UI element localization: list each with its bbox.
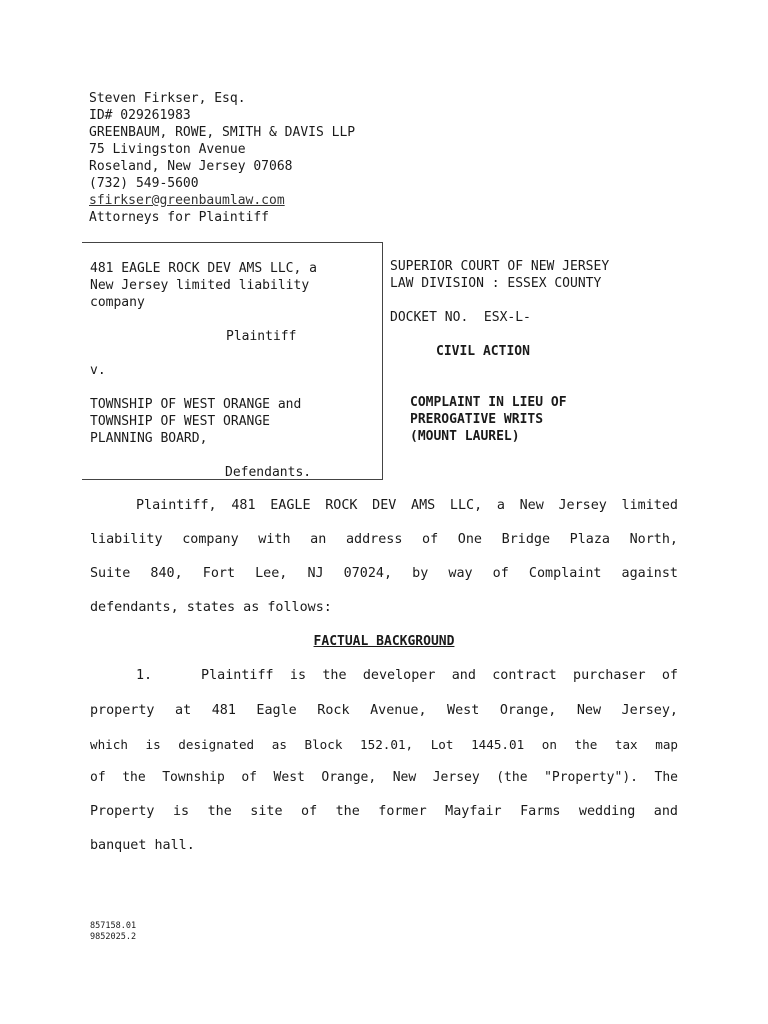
attorney-email-link[interactable]: sfirkser@greenbaumlaw.com (89, 193, 285, 208)
para1-line-4: of the Township of West Orange, New Jersey (the "Property"). The (90, 770, 678, 785)
firm-street: 75 Livingston Avenue (89, 142, 246, 157)
defendant-line-3: PLANNING BOARD, (90, 431, 208, 446)
docket-number: DOCKET NO. ESX-L- (390, 310, 531, 325)
court-line-2: LAW DIVISION : ESSEX COUNTY (390, 276, 602, 291)
attorney-name: Steven Firkser, Esq. (89, 91, 246, 106)
intro-line-4: defendants, states as follows: (90, 600, 332, 615)
firm-phone: (732) 549-5600 (89, 176, 199, 191)
section-heading: FACTUAL BACKGROUND (313, 634, 455, 649)
civil-action-label: CIVIL ACTION (436, 344, 530, 359)
plaintiff-line-1: 481 EAGLE ROCK DEV AMS LLC, a (90, 261, 317, 276)
complaint-title-line-1: COMPLAINT IN LIEU OF (410, 395, 567, 410)
law-firm-name: GREENBAUM, ROWE, SMITH & DAVIS LLP (89, 125, 356, 140)
document-footer-codes (90, 921, 136, 943)
court-line-1: SUPERIOR COURT OF NEW JERSEY (390, 259, 610, 274)
plaintiff-line-2: New Jersey limited liability (90, 278, 310, 293)
defendants-label: Defendants. (225, 465, 312, 480)
para1-line-6: banquet hall. (90, 838, 195, 853)
para1-line-3: which is designated as Block 152.01, Lot 1445.01 on the tax map (90, 737, 678, 752)
versus-label: v. (90, 363, 106, 378)
plaintiff-label: Plaintiff (226, 329, 297, 344)
footer-code-2: 9852025.2 (90, 932, 137, 942)
footer-code-1: 857158.01 (90, 921, 137, 931)
attorney-id: ID# 029261983 (89, 108, 191, 123)
intro-line-1: Plaintiff, 481 EAGLE ROCK DEV AMS LLC, a New Jersey limited (136, 498, 678, 513)
complaint-title-line-3: (MOUNT LAUREL) (410, 429, 520, 444)
intro-line-3: Suite 840, Fort Lee, NJ 07024, by way of Complaint against (90, 566, 678, 581)
complaint-title-line-2: PREROGATIVE WRITS (410, 412, 544, 427)
firm-city: Roseland, New Jersey 07068 (89, 159, 293, 174)
attorney-role: Attorneys for Plaintiff (89, 210, 270, 225)
para1-line-1: 1. Plaintiff is the developer and contract purchaser of (136, 668, 678, 683)
attorney-block (89, 90, 355, 226)
caption-court-block (390, 258, 609, 445)
defendant-line-2: TOWNSHIP OF WEST ORANGE (90, 414, 271, 429)
plaintiff-line-3: company (90, 295, 145, 310)
intro-line-2: liability company with an address of One Bridge Plaza North, (90, 532, 678, 547)
caption-parties-box (82, 242, 383, 480)
para1-line-5: Property is the site of the former Mayfair Farms wedding and (90, 804, 678, 819)
para1-line-2: property at 481 Eagle Rock Avenue, West Orange, New Jersey, (90, 703, 678, 718)
defendant-line-1: TOWNSHIP OF WEST ORANGE and (90, 397, 302, 412)
